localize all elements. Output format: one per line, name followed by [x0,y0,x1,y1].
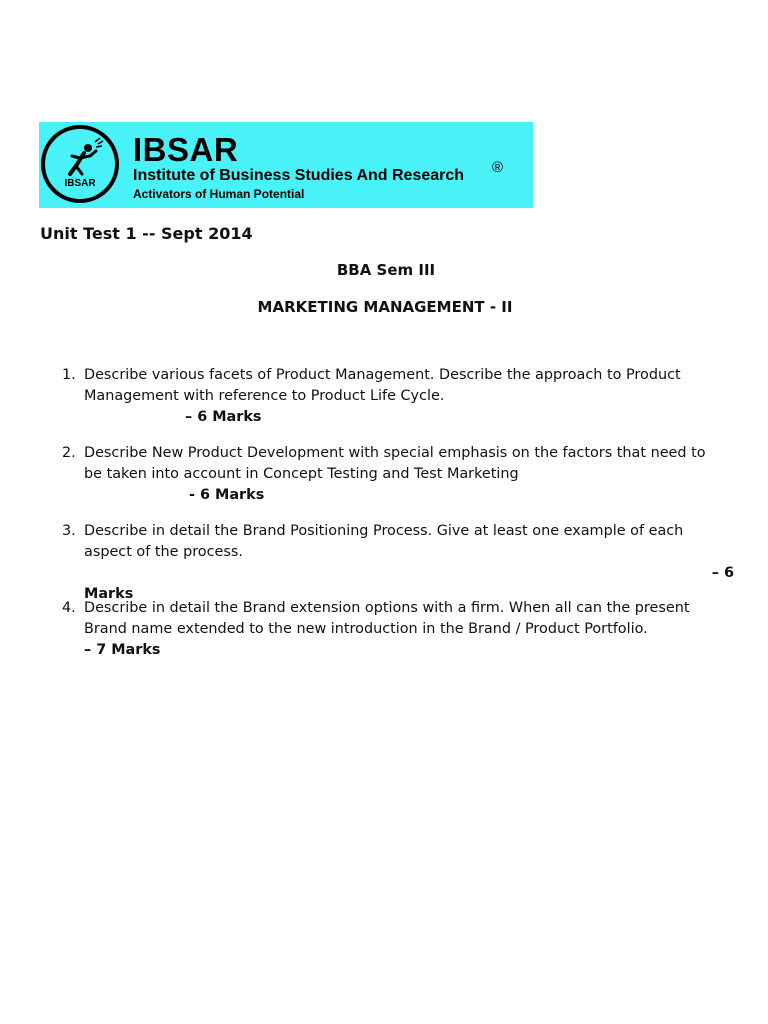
question-3 [62,521,734,605]
question-text: Describe various facets of Product Management. Describe the approach to Product Management with reference to Product Life Cycle. [84,367,681,404]
test-title: Unit Test 1 -- Sept 2014 [40,224,253,243]
question-number: 2. [62,445,76,461]
question-marks: – 7 Marks [84,642,161,658]
subject-heading [0,298,768,316]
subject-text: MARKETING MANAGEMENT - II [257,298,513,316]
question-marks: – 6 Marks [185,409,262,425]
question-text: Describe in detail the Brand Positioning Process. Give at least one example of each aspect of the process. [84,523,684,560]
brand-name: IBSAR [133,131,239,168]
question-2 [62,443,728,506]
question-1 [62,365,728,428]
semester-text: BBA Sem III [336,261,436,279]
institute-name: Institute of Business Studies And Research [133,167,465,184]
logo-text: IBSAR [64,178,96,189]
question-number: 4. [62,600,76,616]
tagline: Activators of Human Potential [133,187,305,201]
semester-heading [0,261,768,279]
ibsar-logo [40,124,120,204]
question-marks-value: – 6 [711,565,734,581]
question-marks: - 6 Marks [189,487,265,503]
question-text: Describe in detail the Brand extension options with a firm. When all can the present Brand name extended to the new introduction in the Brand / Product Portfolio. [84,600,690,637]
question-marks-label: Marks [84,586,134,602]
institute-banner [39,122,533,208]
question-4 [62,598,728,661]
registered-mark: ® [492,159,504,176]
question-text: Describe New Product Development with special emphasis on the factors that need to be taken into account in Concept Testing and Test Marketing [84,445,706,482]
question-number: 1. [62,367,76,383]
question-number: 3. [62,523,76,539]
